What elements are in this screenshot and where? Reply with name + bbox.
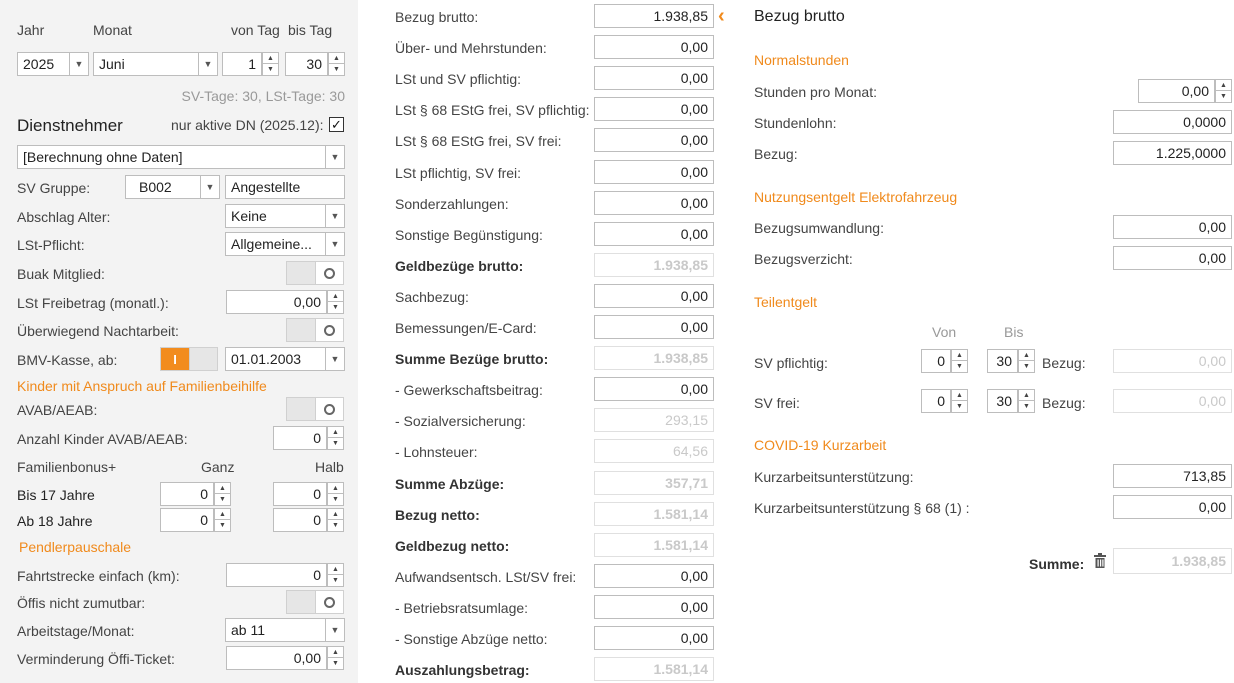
- gewerkschaftsbeitrag-label: - Gewerkschaftsbeitrag:: [395, 382, 543, 399]
- sv-gruppe-code-select[interactable]: B002: [125, 175, 201, 199]
- spinner-down-icon[interactable]: ▼: [332, 522, 339, 529]
- sachbezug-label: Sachbezug:: [395, 288, 469, 305]
- kurzarbeit-input[interactable]: 713,85: [1113, 464, 1232, 488]
- sv-pflichtig-bezug-field: 0,00: [1113, 349, 1232, 373]
- abschlag-select[interactable]: Keine: [225, 204, 326, 228]
- spinner-down-icon[interactable]: ▼: [956, 403, 963, 410]
- jahr-label: Jahr: [17, 22, 45, 38]
- bezugsverzicht-input[interactable]: 0,00: [1113, 246, 1232, 270]
- lst-68-estg-frei-sv-frei-input[interactable]: 0,00: [594, 128, 714, 152]
- avab-label: AVAB/AEAB:: [17, 402, 98, 418]
- dienstnehmer-title: Dienstnehmer: [17, 116, 123, 135]
- spinner-down-icon[interactable]: ▼: [219, 496, 226, 503]
- bezugsverzicht-label: Bezugsverzicht:: [754, 251, 853, 267]
- dienstnehmer-select[interactable]: [Berechnung ohne Daten]: [17, 145, 326, 169]
- ab18-label: Ab 18 Jahre: [17, 513, 93, 529]
- toggle-off-icon: [324, 268, 335, 279]
- lst-68-estg-frei-sv-frei-label: LSt § 68 EStG frei, SV frei:: [395, 133, 562, 150]
- spinner-up-icon[interactable]: ▲: [1019, 350, 1034, 361]
- bis17-label: Bis 17 Jahre: [17, 487, 95, 503]
- normalstunden-heading: Normalstunden: [754, 52, 849, 68]
- anzahl-kinder-spinner[interactable]: [327, 426, 344, 450]
- bezug-netto-field: 1.581,14: [594, 502, 714, 526]
- oeffis-label: Öffis nicht zumutbar:: [17, 595, 146, 611]
- bemessungen-e-card-label: Bemessungen/E-Card:: [395, 320, 537, 336]
- stunden-input[interactable]: 0,00: [1138, 79, 1215, 103]
- summe-bezuege-brutto-field: 1.938,85: [594, 346, 714, 370]
- spinner-down-icon[interactable]: ▼: [332, 496, 339, 503]
- sv-frei-bezug-label: Bezug:: [1042, 395, 1086, 411]
- spinner-up-icon[interactable]: ▲: [215, 509, 230, 520]
- sv-pflichtig-bis-spinner[interactable]: [1018, 349, 1035, 373]
- spinner-up-icon[interactable]: ▲: [329, 53, 344, 64]
- halb-label: Halb: [315, 459, 344, 475]
- sv-frei-bis-spinner[interactable]: [1018, 389, 1035, 413]
- avab-toggle[interactable]: [286, 397, 344, 421]
- summe-abzuege-field: 357,71: [594, 471, 714, 495]
- sonstige-beguenstigung-input[interactable]: 0,00: [594, 222, 714, 246]
- lst-pflicht-label: LSt-Pflicht:: [17, 237, 85, 253]
- ab18-halb-spinner[interactable]: [327, 508, 344, 532]
- bezug-netto-label: Bezug netto:: [395, 506, 480, 523]
- summe-abzuege-label: Summe Abzüge:: [395, 475, 505, 492]
- geldbezuege-brutto-label: Geldbezüge brutto:: [395, 257, 524, 274]
- betriebsratsumlage-label: - Betriebsratsumlage:: [395, 599, 529, 616]
- jahr-dropdown-icon[interactable]: ▼: [69, 52, 89, 76]
- monat-dropdown-icon[interactable]: ▼: [198, 52, 218, 76]
- bis-tag-spinner[interactable]: [328, 52, 345, 76]
- geldbezug-netto-label: Geldbezug netto:: [395, 537, 510, 554]
- chevron-left-icon: ‹: [718, 5, 725, 27]
- stunden-spinner[interactable]: [1215, 79, 1232, 103]
- ab18-ganz-input[interactable]: 0: [160, 508, 214, 532]
- kinder-heading: Kinder mit Anspruch auf Familienbeihilfe: [17, 378, 267, 394]
- sv-frei-bis-input[interactable]: 30: [987, 389, 1018, 413]
- toggle-off-icon: [324, 325, 335, 336]
- lst-freibetrag-input[interactable]: 0,00: [226, 290, 327, 314]
- parameters-panel: [0, 0, 358, 683]
- sozialversicherung-field: 293,15: [594, 408, 714, 432]
- spinner-down-icon[interactable]: ▼: [332, 660, 339, 667]
- sv-pflichtig-von-input[interactable]: 0: [921, 349, 951, 373]
- bis17-ganz-input[interactable]: 0: [160, 482, 214, 506]
- oeffis-toggle[interactable]: [286, 590, 344, 614]
- bezug-brutto-label: Bezug brutto:: [395, 9, 479, 25]
- spinner-down-icon[interactable]: ▼: [267, 66, 274, 73]
- ueber-und-mehrstunden-input[interactable]: 0,00: [594, 35, 714, 59]
- bemessungen-e-card-input[interactable]: 0,00: [594, 315, 714, 339]
- kurzarbeit-68-input[interactable]: 0,00: [1113, 495, 1232, 519]
- betriebsratsumlage-input[interactable]: 0,00: [594, 595, 714, 619]
- spinner-down-icon[interactable]: ▼: [1023, 403, 1030, 410]
- ab18-ganz-spinner[interactable]: [214, 508, 231, 532]
- bezugsumwandlung-label: Bezugsumwandlung:: [754, 220, 884, 236]
- geldbezug-netto-field: 1.581,14: [594, 533, 714, 557]
- sv-frei-von-spinner[interactable]: [951, 389, 968, 413]
- sv-gruppe-name-field: Angestellte: [225, 175, 345, 199]
- lst-freibetrag-label: LSt Freibetrag (monatl.):: [17, 295, 169, 311]
- sv-pflichtig-label: SV pflichtig:: [754, 355, 828, 371]
- bis-label: Bis: [1004, 324, 1024, 340]
- spinner-up-icon[interactable]: ▲: [328, 647, 343, 658]
- aufwandsentsch-lst-sv-frei-input[interactable]: 0,00: [594, 564, 714, 588]
- spinner-up-icon[interactable]: ▲: [328, 509, 343, 520]
- fahrtstrecke-spinner[interactable]: [327, 563, 344, 587]
- arbeitstage-dropdown-icon[interactable]: ▼: [325, 618, 345, 642]
- bmv-dropdown-icon[interactable]: ▼: [325, 347, 345, 371]
- lst-pflichtig-sv-frei-input[interactable]: 0,00: [594, 160, 714, 184]
- stundenlohn-label: Stundenlohn:: [754, 115, 837, 131]
- ganz-label: Ganz: [201, 459, 235, 475]
- lst-pflicht-dropdown-icon[interactable]: ▼: [325, 232, 345, 256]
- sv-frei-bezug-field: 0,00: [1113, 389, 1232, 413]
- bis17-ganz-spinner[interactable]: [214, 482, 231, 506]
- dienstnehmer-dropdown-icon[interactable]: ▼: [325, 145, 345, 169]
- lst-pflicht-select[interactable]: Allgemeine...: [225, 232, 326, 256]
- summe-bezuege-brutto-label: Summe Bezüge brutto:: [395, 351, 549, 368]
- anzahl-kinder-input[interactable]: 0: [273, 426, 327, 450]
- spinner-up-icon[interactable]: ▲: [215, 483, 230, 494]
- toggle-off-icon: [324, 404, 335, 415]
- sonderzahlungen-input[interactable]: 0,00: [594, 191, 714, 215]
- buak-label: Buak Mitglied:: [17, 266, 105, 282]
- sv-frei-label: SV frei:: [754, 395, 800, 411]
- sachbezug-input[interactable]: 0,00: [594, 284, 714, 308]
- spinner-down-icon[interactable]: ▼: [956, 363, 963, 370]
- spinner-up-icon[interactable]: ▲: [952, 350, 967, 361]
- anzahl-kinder-label: Anzahl Kinder AVAB/AEAB:: [17, 431, 188, 447]
- spinner-up-icon[interactable]: ▲: [328, 483, 343, 494]
- bezug-brutto-input[interactable]: 1.938,85: [594, 4, 714, 28]
- buak-toggle[interactable]: [286, 261, 344, 285]
- summe-field: 1.938,85: [1113, 548, 1232, 574]
- bmv-toggle[interactable]: [160, 347, 218, 371]
- bezug-input[interactable]: 1.225,0000: [1113, 141, 1232, 165]
- sonstige-abzuege-netto-input[interactable]: 0,00: [594, 626, 714, 650]
- covid-heading: COVID-19 Kurzarbeit: [754, 437, 887, 453]
- trash-icon[interactable]: [1093, 553, 1107, 572]
- monat-label: Monat: [93, 22, 132, 38]
- toggle-off-icon: [324, 597, 335, 608]
- geldbezuege-brutto-field: 1.938,85: [594, 253, 714, 277]
- spinner-down-icon[interactable]: ▼: [333, 66, 340, 73]
- spinner-down-icon[interactable]: ▼: [1023, 363, 1030, 370]
- bezug-label: Bezug:: [754, 146, 798, 162]
- bis17-halb-spinner[interactable]: [327, 482, 344, 506]
- lohnsteuer-label: - Lohnsteuer:: [395, 444, 478, 461]
- bezugsumwandlung-input[interactable]: 0,00: [1113, 215, 1232, 239]
- von-tag-spinner[interactable]: [262, 52, 279, 76]
- spinner-up-icon[interactable]: ▲: [1216, 80, 1231, 91]
- spinner-up-icon[interactable]: ▲: [263, 53, 278, 64]
- spinner-down-icon[interactable]: ▼: [332, 304, 339, 311]
- pendler-heading: Pendlerpauschale: [19, 539, 132, 555]
- gewerkschaftsbeitrag-input[interactable]: 0,00: [594, 377, 714, 401]
- auszahlungsbetrag-label: Auszahlungsbetrag:: [395, 662, 530, 679]
- verminderung-input[interactable]: 0,00: [226, 646, 327, 670]
- bis-tag-input[interactable]: 30: [285, 52, 328, 76]
- sv-pflichtig-bezug-label: Bezug:: [1042, 355, 1086, 371]
- spinner-up-icon[interactable]: ▲: [328, 564, 343, 575]
- lst-und-sv-pflichtig-input[interactable]: 0,00: [594, 66, 714, 90]
- kurzarbeit-68-label: Kurzarbeitsunterstützung § 68 (1) :: [754, 500, 970, 516]
- sv-frei-von-input[interactable]: 0: [921, 389, 951, 413]
- bmv-label: BMV-Kasse, ab:: [17, 352, 118, 368]
- bmv-date-select[interactable]: 01.01.2003: [225, 347, 326, 371]
- spinner-down-icon[interactable]: ▼: [332, 577, 339, 584]
- sv-gruppe-label: SV Gruppe:: [17, 180, 91, 196]
- lst-und-sv-pflichtig-label: LSt und SV pflichtig:: [395, 71, 522, 88]
- spinner-down-icon[interactable]: ▼: [1220, 93, 1227, 100]
- sv-lst-tage-text: SV-Tage: 30, LSt-Tage: 30: [181, 88, 345, 104]
- stunden-label: Stunden pro Monat:: [754, 84, 877, 100]
- nur-aktive-label: nur aktive DN (2025.12):: [171, 117, 324, 133]
- spinner-up-icon[interactable]: ▲: [328, 291, 343, 302]
- verminderung-label: Verminderung Öffi-Ticket:: [17, 651, 175, 667]
- abschlag-dropdown-icon[interactable]: ▼: [325, 204, 345, 228]
- sv-gruppe-dropdown-icon[interactable]: ▼: [200, 175, 220, 199]
- familienbonus-label: Familienbonus+: [17, 459, 117, 475]
- arbeitstage-label: Arbeitstage/Monat:: [17, 623, 135, 639]
- spinner-up-icon[interactable]: ▲: [328, 427, 343, 438]
- sv-pflichtig-bis-input[interactable]: 30: [987, 349, 1018, 373]
- lst-freibetrag-spinner[interactable]: [327, 290, 344, 314]
- ab18-halb-input[interactable]: 0: [273, 508, 327, 532]
- auszahlungsbetrag-field: 1.581,14: [594, 657, 714, 681]
- teilentgelt-heading: Teilentgelt: [754, 294, 818, 310]
- lst-68-estg-frei-sv-pflichtig-label: LSt § 68 EStG frei, SV pflichtig:: [395, 102, 590, 119]
- lohnsteuer-field: 64,56: [594, 439, 714, 463]
- von-tag-label: von Tag: [231, 22, 280, 38]
- verminderung-spinner[interactable]: [327, 646, 344, 670]
- lst-68-estg-frei-sv-pflichtig-input[interactable]: 0,00: [594, 97, 714, 121]
- spinner-down-icon[interactable]: ▼: [219, 522, 226, 529]
- ueber-und-mehrstunden-label: Über- und Mehrstunden:: [395, 40, 547, 57]
- sonstige-beguenstigung-label: Sonstige Begünstigung:: [395, 226, 543, 243]
- summe-label: Summe:: [1029, 556, 1085, 572]
- arbeitstage-select[interactable]: ab 11: [225, 618, 326, 642]
- sonderzahlungen-label: Sonderzahlungen:: [395, 195, 509, 212]
- detail-title: Bezug brutto: [754, 8, 845, 25]
- bis-tag-label: bis Tag: [288, 22, 333, 38]
- fahrtstrecke-input[interactable]: 0: [226, 563, 327, 587]
- monat-select[interactable]: Juni: [93, 52, 199, 76]
- lst-pflichtig-sv-frei-label: LSt pflichtig, SV frei:: [395, 164, 522, 181]
- abschlag-label: Abschlag Alter:: [17, 209, 111, 225]
- sv-pflichtig-von-spinner[interactable]: [951, 349, 968, 373]
- spinner-down-icon[interactable]: ▼: [332, 440, 339, 447]
- nachtarbeit-label: Überwiegend Nachtarbeit:: [17, 323, 179, 339]
- spinner-up-icon[interactable]: ▲: [1019, 390, 1034, 401]
- stundenlohn-input[interactable]: 0,0000: [1113, 110, 1232, 134]
- kurzarbeit-label: Kurzarbeitsunterstützung:: [754, 469, 914, 485]
- sozialversicherung-label: - Sozialversicherung:: [395, 413, 526, 430]
- jahr-select[interactable]: 2025: [17, 52, 70, 76]
- von-tag-input[interactable]: 1: [222, 52, 262, 76]
- nachtarbeit-toggle[interactable]: [286, 318, 344, 342]
- bis17-halb-input[interactable]: 0: [273, 482, 327, 506]
- toggle-on-indicator: I: [161, 348, 189, 370]
- sonstige-abzuege-netto-label: - Sonstige Abzüge netto:: [395, 631, 548, 647]
- aufwandsentsch-lst-sv-frei-label: Aufwandsentsch. LSt/SV frei:: [395, 568, 577, 585]
- von-label: Von: [932, 324, 957, 340]
- spinner-up-icon[interactable]: ▲: [952, 390, 967, 401]
- nur-aktive-checkbox[interactable]: ✓: [329, 117, 344, 132]
- fahrtstrecke-label: Fahrtstrecke einfach (km):: [17, 568, 180, 584]
- nutzungsentgelt-heading: Nutzungsentgelt Elektrofahrzeug: [754, 189, 958, 205]
